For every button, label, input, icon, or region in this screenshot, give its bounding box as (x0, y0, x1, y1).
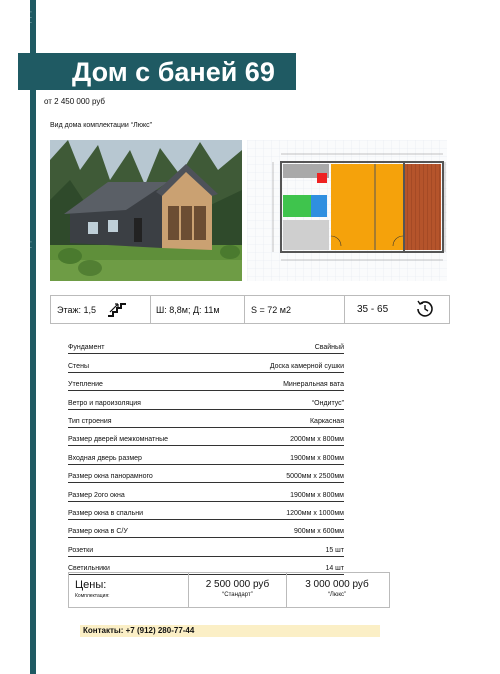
side-caption-mid: ▪ ▪ (29, 240, 33, 250)
spec-value: 1900мм х 800мм (290, 454, 344, 462)
spec-value: 900мм х 600мм (294, 528, 344, 536)
spec-key: Размер окна в С/У (68, 528, 128, 536)
spec-key: Размер окна панорамного (68, 473, 153, 481)
page-title: Дом с баней 69 (72, 57, 275, 87)
price-lux-name: “Люкс” (327, 592, 347, 598)
spec-key: Ветро и пароизоляция (68, 399, 141, 407)
spec-row (68, 520, 344, 538)
spec-key: Входная дверь размер (68, 454, 142, 462)
stat-days (345, 296, 449, 323)
stat-floors (51, 296, 151, 323)
price-lux: 3 000 000 руб (305, 579, 369, 590)
spec-value: 14 шт (325, 565, 344, 573)
spec-key: Размер дверей межкомнатные (68, 436, 169, 444)
house-photo (50, 140, 242, 281)
price-lux-cell (287, 573, 387, 607)
days-text: 35 - 65 (357, 304, 389, 315)
spec-value: Минеральная вата (283, 381, 344, 389)
price-standard: 2 500 000 руб (205, 579, 270, 590)
area-text: S = 72 м2 (251, 304, 291, 315)
prices-sublabel: Комплектация: (75, 593, 110, 599)
price-standard-name: “Стандарт” (222, 592, 253, 598)
stat-area (245, 296, 345, 323)
dims-text: Ш: 8,8м; Д: 11м (156, 304, 220, 315)
spec-value: 1200мм х 1000мм (286, 509, 344, 517)
view-label: Вид дома комплектации “Люкс” (50, 122, 152, 129)
spec-value: Свайный (314, 344, 344, 352)
spec-row (68, 391, 344, 409)
prices-label: Цены: (75, 579, 107, 591)
spec-key: Размер 2ого окна (68, 491, 125, 499)
spec-row (68, 483, 344, 501)
side-accent-bar (30, 0, 36, 674)
specs-table (68, 336, 344, 575)
spec-value: Доска камерной сушки (269, 362, 344, 370)
spec-key: Стены (68, 362, 89, 370)
spec-row (68, 428, 344, 446)
spec-value: 2000мм х 800мм (290, 436, 344, 444)
stairs-icon (106, 300, 128, 320)
spec-key: Светильники (68, 565, 110, 573)
spec-row (68, 410, 344, 428)
spec-row (68, 502, 344, 520)
spec-key: Розетки (68, 546, 94, 554)
spec-value: “Ондитус” (311, 399, 344, 407)
spec-key: Тип строения (68, 417, 112, 425)
side-caption-top: ▪ ▪ ▪ (29, 10, 33, 25)
spec-value: Каркасная (309, 417, 344, 425)
spec-value: 5000мм х 2500мм (286, 473, 344, 481)
spec-row (68, 354, 344, 372)
spec-row (68, 336, 344, 354)
prices-box (68, 572, 390, 608)
spec-value: 15 шт (325, 546, 344, 554)
floor-plan (247, 140, 447, 281)
spec-value: 1900мм х 800мм (290, 491, 344, 499)
spec-row (68, 373, 344, 391)
floors-text: Этаж: 1,5 (57, 304, 97, 315)
clock-icon (414, 298, 436, 322)
spec-key: Размер окна в спальни (68, 509, 144, 517)
contacts: Контакты: +7 (912) 280-77-44 (80, 625, 380, 637)
spec-row (68, 446, 344, 464)
price-from: от 2 450 000 руб (44, 97, 106, 106)
stats-bar (50, 295, 450, 324)
spec-key: Фундамент (68, 344, 105, 352)
spec-key: Утепление (68, 381, 103, 389)
spec-row (68, 538, 344, 556)
prices-label-cell (69, 573, 189, 607)
price-standard-cell (189, 573, 287, 607)
spec-row (68, 465, 344, 483)
stat-dimensions (151, 296, 245, 323)
